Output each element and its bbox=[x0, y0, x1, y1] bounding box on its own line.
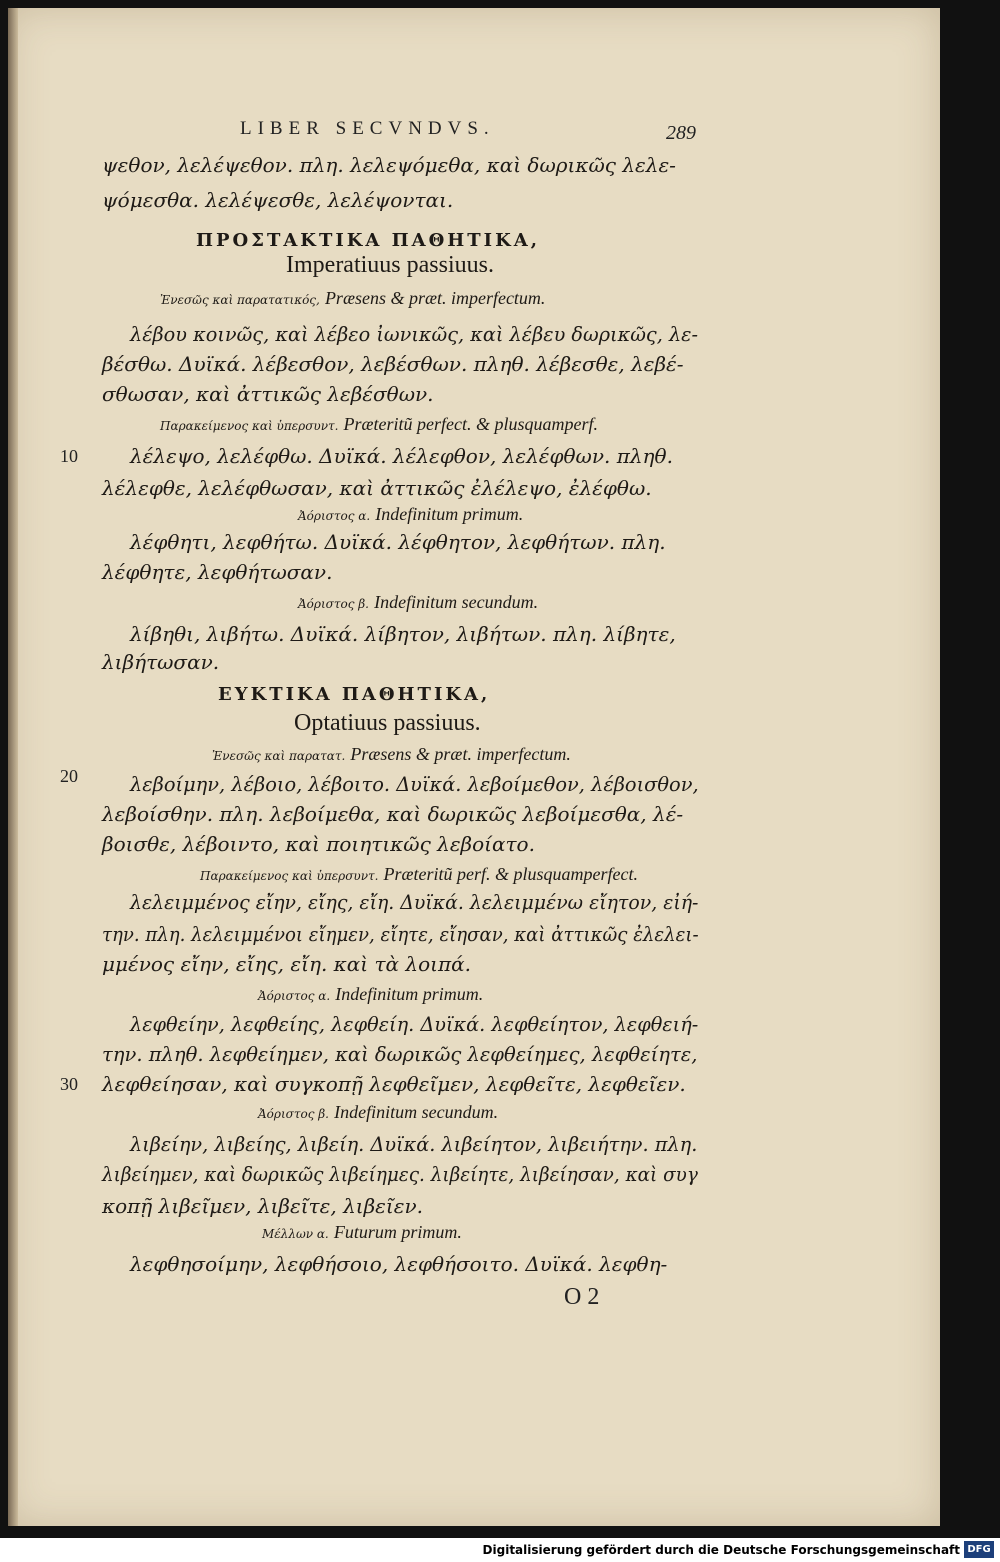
tense-label-latin: Futurum primum. bbox=[333, 1222, 462, 1242]
section-heading: ΕΥΚΤΙΚΑ ΠΑΘΗΤΙΚΑ, bbox=[218, 684, 491, 705]
text-line: βέσθω. Δυϊκά. λέβεσθον, λεβέσθων. πληθ. λέβεσθε, λεβέ- bbox=[102, 352, 684, 376]
dfg-logo: DFG bbox=[964, 1541, 994, 1558]
tense-label-greek: Ἀόριστος β. bbox=[298, 597, 369, 611]
signature-mark: O 2 bbox=[564, 1284, 600, 1310]
tense-label-greek: Ἀόριστος α. bbox=[258, 989, 331, 1003]
tense-label-greek: Παρακείμενος καὶ ὑπερσυντ. bbox=[160, 419, 339, 433]
text-line: λεφθείησαν, καὶ συγκοπῇ λεφθεῖμεν, λεφθεῖτε, λεφθεῖεν. bbox=[102, 1072, 686, 1096]
tense-label-latin: Præsens & præt. imperfectum. bbox=[324, 288, 546, 308]
text-line: λίβηθι, λιβήτω. Δυϊκά. λίβητον, λιβήτων. πλη. λίβητε, bbox=[130, 622, 676, 646]
text-line: λέβου κοινῶς, καὶ λέβεο ἰωνικῶς, καὶ λέβευ δωρικῶς, λε- bbox=[130, 322, 699, 346]
tense-label-latin: Indefinitum secundum. bbox=[374, 592, 539, 612]
tense-label bbox=[200, 864, 638, 885]
footer-bar bbox=[0, 1538, 1000, 1562]
text-line: λέφθητε, λεφθήτωσαν. bbox=[102, 560, 333, 584]
text-line: λέφθητι, λεφθήτω. Δυϊκά. λέφθητον, λεφθήτων. πλη. bbox=[130, 530, 666, 554]
footer-credit: Digitalisierung gefördert durch die Deutsche Forschungsgemeinschaft bbox=[482, 1543, 960, 1557]
tense-label-greek: Παρακείμενος καὶ ὑπερσυντ. bbox=[200, 869, 379, 883]
text-line: την. πληθ. λεφθείημεν, καὶ δωρικῶς λεφθείημες, λεφθείητε, bbox=[102, 1042, 698, 1066]
tense-label-greek: Ἀόριστος β. bbox=[258, 1107, 329, 1121]
tense-label-greek: Ἀόριστος α. bbox=[298, 509, 371, 523]
text-line: βοισθε, λέβοιντο, καὶ ποιητικῶς λεβοίατο. bbox=[102, 832, 535, 856]
text-line: σθωσαν, καὶ ἀττικῶς λεβέσθων. bbox=[102, 382, 434, 406]
tense-label-latin: Indefinitum primum. bbox=[375, 504, 524, 524]
text-line: λεβοίμην, λέβοιο, λέβοιτο. Δυϊκά. λεβοίμεθον, λέβοισθον, bbox=[130, 772, 699, 796]
text-line: λέλεψο, λελέφθω. Δυϊκά. λέλεφθον, λελέφθων. πληθ. bbox=[130, 444, 673, 468]
tense-label bbox=[298, 504, 523, 525]
text-line: ψεθον, λελέψεθον. πλη. λελεψόμεθα, καὶ δωρικῶς λελε- bbox=[102, 153, 676, 177]
page-number: 289 bbox=[666, 122, 696, 144]
tense-label-latin: Indefinitum primum. bbox=[335, 984, 484, 1004]
tense-label bbox=[298, 592, 538, 613]
text-line: κοπῇ λιβεῖμεν, λιβεῖτε, λιβεῖεν. bbox=[102, 1194, 423, 1218]
line-number: 10 bbox=[60, 446, 78, 466]
text-line: λεφθείην, λεφθείης, λεφθείη. Δυϊκά. λεφθείητον, λεφθειή- bbox=[130, 1012, 699, 1036]
tense-label bbox=[258, 1102, 498, 1123]
tense-label bbox=[262, 1222, 462, 1243]
tense-label-greek: Μέλλων α. bbox=[262, 1227, 329, 1241]
tense-label-latin: Præteritũ perf. & plusquamperfect. bbox=[383, 864, 639, 884]
section-subheading: Optatiuus passiuus. bbox=[294, 710, 481, 736]
tense-label-latin: Præsens & præt. imperfectum. bbox=[350, 744, 571, 764]
tense-label-greek: Ἐνεσῶς καὶ παρατατ. bbox=[212, 749, 346, 763]
running-head: LIBER SECVNDVS. bbox=[240, 118, 495, 139]
tense-label bbox=[160, 414, 598, 435]
line-number: 20 bbox=[60, 766, 78, 786]
section-subheading: Imperatiuus passiuus. bbox=[286, 252, 494, 278]
text-line: λεβοίσθην. πλη. λεβοίμεθα, καὶ δωρικῶς λεβοίμεσθα, λέ- bbox=[102, 802, 684, 826]
book-page bbox=[8, 8, 940, 1526]
text-line: λιβείην, λιβείης, λιβείη. Δυϊκά. λιβείητον, λιβειήτην. πλη. bbox=[130, 1132, 698, 1156]
tense-label bbox=[212, 744, 571, 765]
text-line: ψόμεσθα. λελέψεσθε, λελέψονται. bbox=[102, 188, 454, 212]
text-line: την. πλη. λελειμμένοι εἴημεν, εἴητε, εἴησαν, καὶ ἀττικῶς ἐλελει- bbox=[102, 922, 699, 946]
text-line: λελειμμένος εἴην, εἴης, εἴη. Δυϊκά. λελειμμένω εἴητον, εἰή- bbox=[130, 890, 699, 914]
tense-label-latin: Indefinitum secundum. bbox=[334, 1102, 499, 1122]
tense-label bbox=[160, 288, 545, 309]
text-line: μμένος εἴην, εἴης, εἴη. καὶ τὰ λοιπά. bbox=[102, 952, 471, 976]
text-line: λέλεφθε, λελέφθωσαν, καὶ ἀττικῶς ἐλέλεψο, ἐλέφθω. bbox=[102, 476, 652, 500]
text-line: λιβήτωσαν. bbox=[102, 650, 220, 674]
page-gutter bbox=[8, 8, 18, 1526]
tense-label-latin: Præteritũ perfect. & plusquamperf. bbox=[343, 414, 599, 434]
tense-label bbox=[258, 984, 483, 1005]
text-line: λεφθησοίμην, λεφθήσοιο, λεφθήσοιτο. Δυϊκά. λεφθη- bbox=[130, 1252, 668, 1276]
section-heading: ΠΡΟΣΤΑΚΤΙΚΑ ΠΑΘΗΤΙΚΑ, bbox=[196, 230, 540, 251]
line-number: 30 bbox=[60, 1074, 78, 1094]
tense-label-greek: Ἐνεσῶς καὶ παρατατικός, bbox=[160, 293, 320, 307]
text-line: λιβείημεν, καὶ δωρικῶς λιβείημες. λιβείητε, λιβείησαν, καὶ συγ bbox=[102, 1162, 698, 1186]
